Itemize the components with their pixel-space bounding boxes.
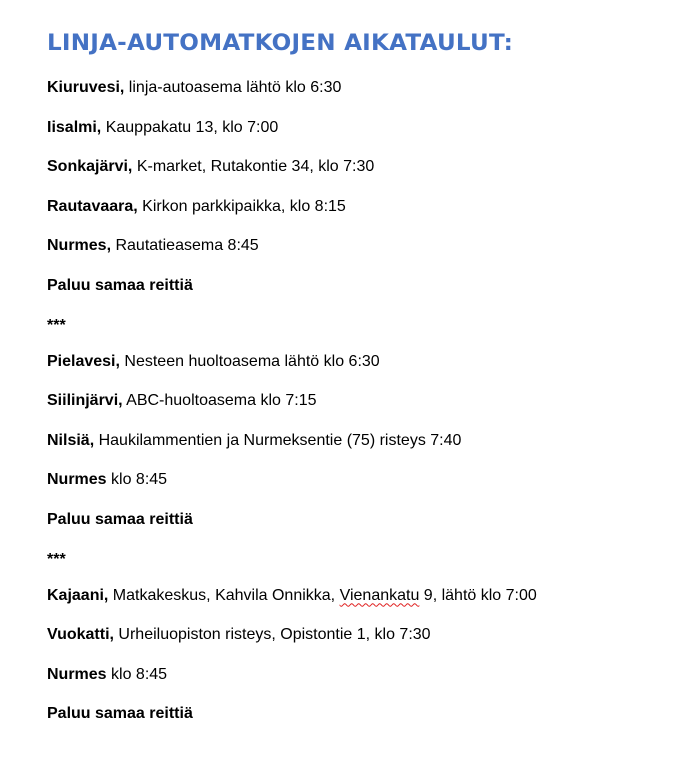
place-name: Pielavesi, (47, 352, 120, 370)
stop-detail: Rautatieasema 8:45 (111, 237, 259, 255)
stop-detail: klo 8:45 (106, 471, 168, 489)
schedule-line-nurmes (47, 236, 667, 256)
return-note (47, 276, 667, 296)
stop-detail: ABC-huoltoasema klo 7:15 (122, 392, 317, 410)
return-note-text: Paluu samaa reittiä (47, 510, 193, 528)
place-name: Nurmes, (47, 237, 112, 255)
schedule-line-nilsia (47, 431, 667, 451)
place-name: Siilinjärvi, (47, 392, 123, 410)
schedule-line-vuokatti (47, 625, 667, 645)
spellcheck-flagged-word[interactable]: Vienankatu (339, 586, 420, 604)
place-name: Iisalmi, (47, 118, 102, 136)
return-note-text: Paluu samaa reittiä (47, 276, 193, 294)
place-name: Sonkajärvi, (47, 158, 133, 176)
stop-detail: Matkakeskus, Kahvila Onnikka, (108, 586, 340, 604)
place-name: Vuokatti, (47, 626, 114, 644)
section-separator (47, 550, 667, 570)
schedule-line-nurmes (47, 470, 667, 490)
schedule-line-kiuruvesi (47, 78, 667, 98)
stop-detail: Kirkon parkkipaikka, klo 8:15 (137, 197, 346, 215)
stop-detail: linja-autoasema lähtö klo 6:30 (124, 79, 342, 96)
place-name: Kiuruvesi, (47, 79, 125, 96)
schedule-line-kajaani (47, 586, 667, 606)
stop-detail: klo 8:45 (106, 665, 168, 683)
stop-detail: Kauppakatu 13, klo 7:00 (101, 118, 279, 136)
document-title: LINJA-AUTOMATKOJEN AIKATAULUT: (47, 31, 514, 56)
schedule-line-siilinjarvi (47, 391, 667, 411)
return-note (47, 510, 667, 530)
place-name: Kajaani, (47, 586, 109, 604)
stop-detail: K-market, Rutakontie 34, klo 7:30 (132, 158, 375, 176)
schedule-line-sonkajarvi (47, 157, 667, 177)
section-separator (47, 316, 667, 336)
document-body (47, 28, 667, 744)
place-name: Nurmes (47, 471, 107, 489)
separator-text: *** (47, 316, 66, 334)
place-name: Nilsiä, (47, 431, 95, 449)
schedule-line-pielavesi (47, 352, 667, 372)
schedule-line-nurmes (47, 665, 667, 685)
schedule-line-iisalmi (47, 118, 667, 138)
schedule-line-rautavaara (47, 197, 667, 217)
return-note-text: Paluu samaa reittiä (47, 705, 193, 723)
stop-detail: 9, lähtö klo 7:00 (419, 586, 537, 604)
stop-detail: Urheiluopiston risteys, Opistontie 1, klo 7:30 (113, 626, 431, 644)
place-name: Rautavaara, (47, 197, 138, 215)
separator-text: *** (47, 550, 66, 568)
stop-detail: Nesteen huoltoasema lähtö klo 6:30 (119, 352, 380, 370)
return-note (47, 704, 667, 724)
stop-detail: Haukilammentien ja Nurmeksentie (75) risteys 7:40 (94, 431, 462, 449)
place-name: Nurmes (47, 665, 107, 683)
